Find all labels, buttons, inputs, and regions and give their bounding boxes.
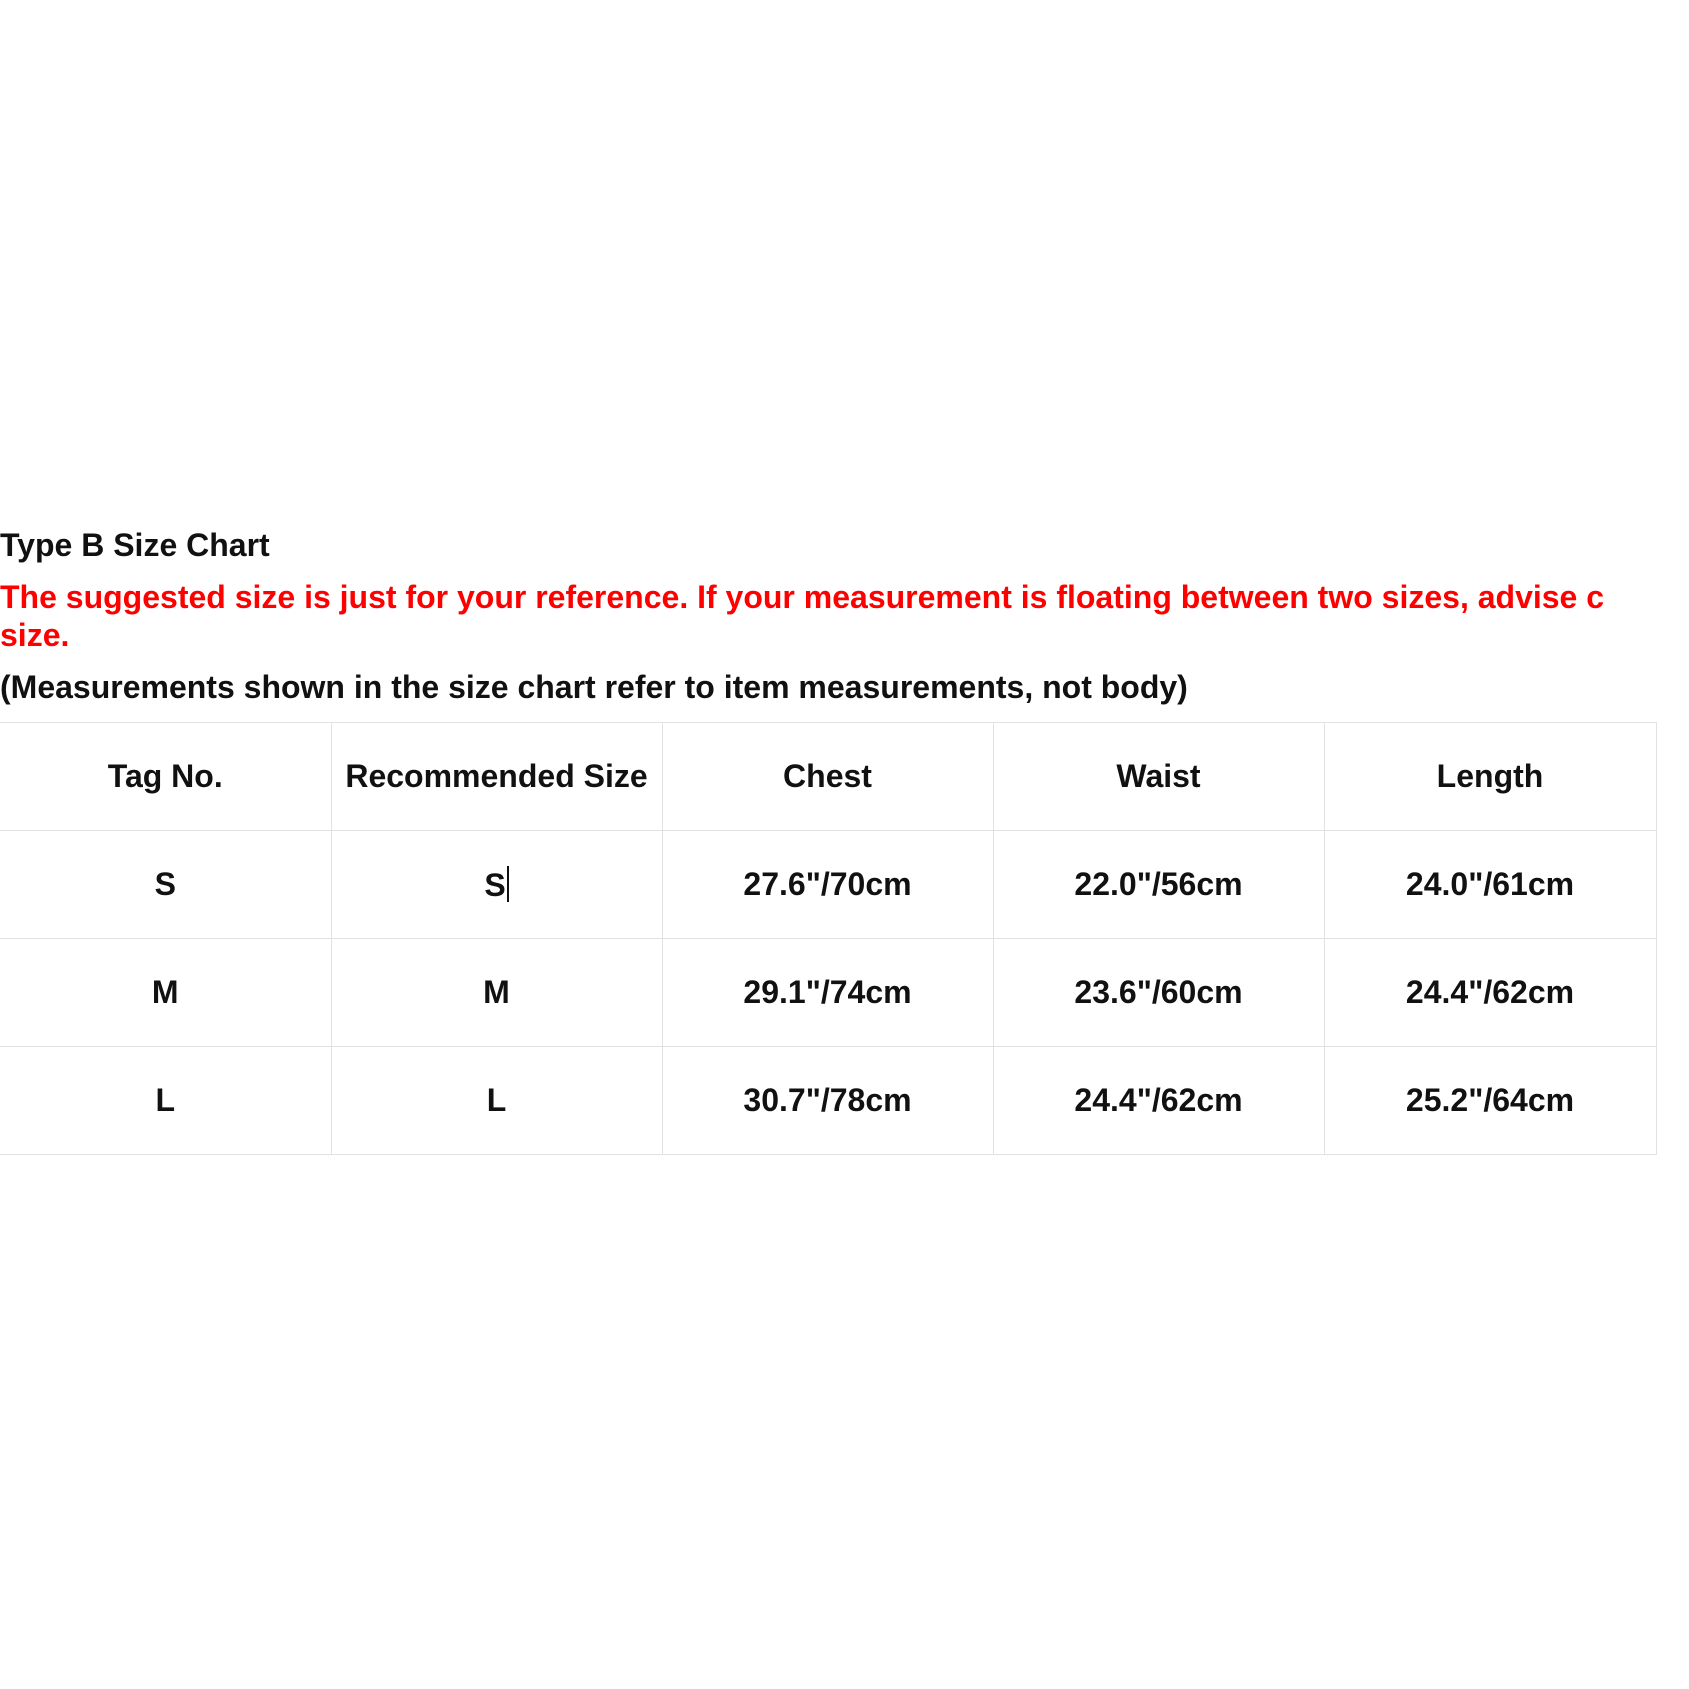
cell-waist: 23.6"/60cm (993, 939, 1324, 1047)
header-recommended-size: Recommended Size (331, 723, 662, 831)
cell-chest: 30.7"/78cm (662, 1047, 993, 1155)
cell-chest: 27.6"/70cm (662, 831, 993, 939)
size-notice-line-2: size. (0, 617, 70, 653)
cell-tag-no: M (0, 939, 331, 1047)
size-notice-line-1: The suggested size is just for your reference. If your measurement is floating between two sizes, advise c (0, 579, 1605, 615)
cell-tag-no: S (0, 831, 331, 939)
cell-recommended-size (331, 831, 662, 939)
text-cursor (507, 866, 509, 902)
table-row (0, 939, 1656, 1047)
size-table (0, 722, 1657, 1155)
header-waist: Waist (993, 723, 1324, 831)
table-row (0, 1047, 1656, 1155)
cell-length: 25.2"/64cm (1324, 1047, 1656, 1155)
cell-tag-no: L (0, 1047, 331, 1155)
cell-recommended-size: M (331, 939, 662, 1047)
measurement-note: (Measurements shown in the size chart refer to item measurements, not body) (0, 669, 1188, 705)
cell-chest: 29.1"/74cm (662, 939, 993, 1047)
size-chart-section (0, 526, 1689, 706)
table-header-row (0, 723, 1656, 831)
size-notice (0, 578, 1689, 654)
header-tag-no: Tag No. (0, 723, 331, 831)
chart-title: Type B Size Chart (0, 527, 270, 563)
cell-length: 24.4"/62cm (1324, 939, 1656, 1047)
cell-length: 24.0"/61cm (1324, 831, 1656, 939)
cell-recommended-size-value: S (484, 866, 506, 903)
cell-waist: 22.0"/56cm (993, 831, 1324, 939)
cell-recommended-size: L (331, 1047, 662, 1155)
header-length: Length (1324, 723, 1656, 831)
header-chest: Chest (662, 723, 993, 831)
cell-waist: 24.4"/62cm (993, 1047, 1324, 1155)
table-row (0, 831, 1656, 939)
